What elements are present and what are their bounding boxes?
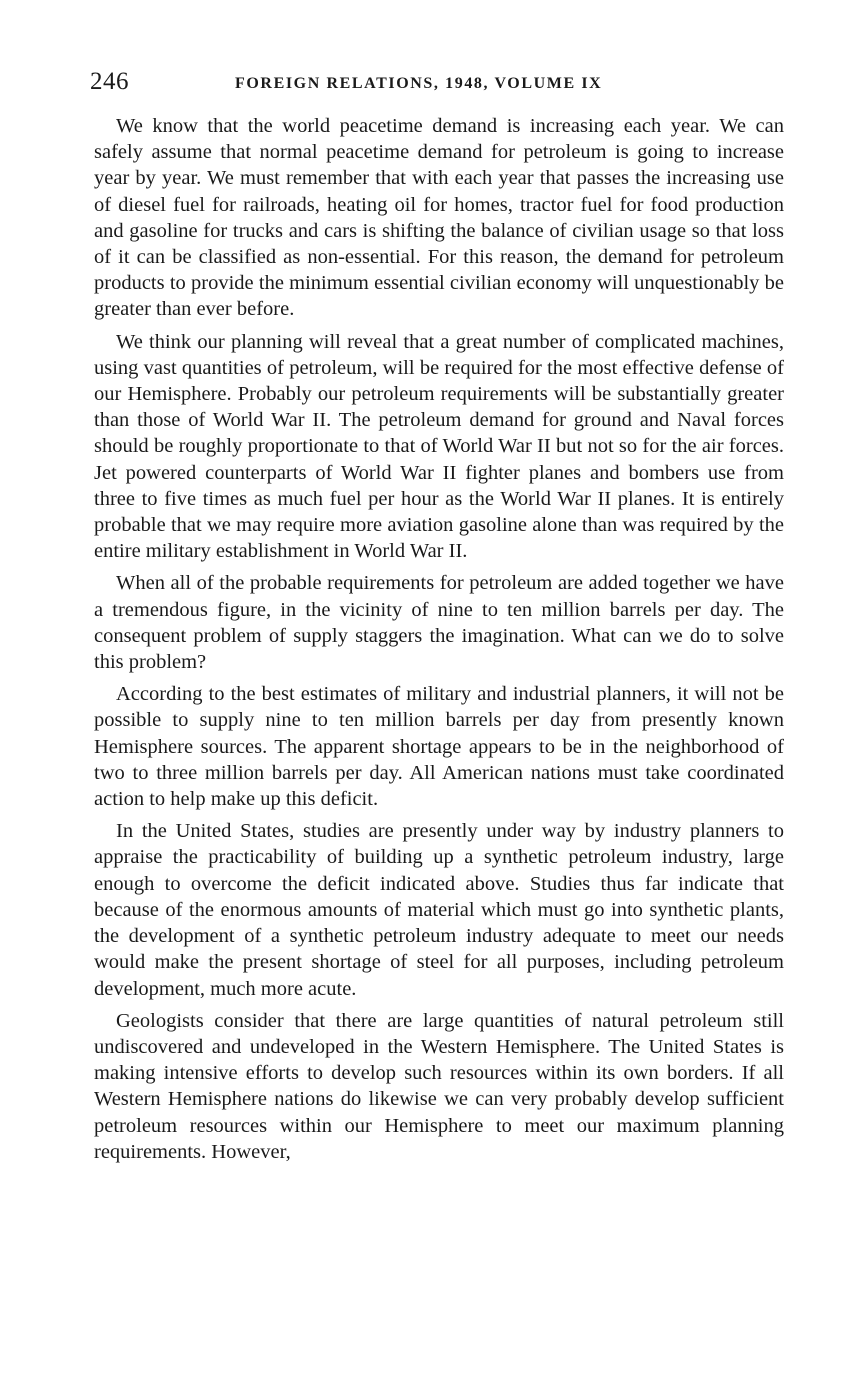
paragraph-world-demand: We know that the world peacetime demand is increasing each year. We can safely assume that normal peacetime demand for petroleum is going to increase year by year. We must remember that with each year that passes the increasing use of diesel fuel for railroads, heating oil for homes, tractor fuel for food production and gasoline for trucks and cars is shifting the balance of civilian usage so that loss of it can be classified as non-essential. For this reason, the demand for petroleum products to provide the minimum essential civilian economy will unquestionably be greater than ever before. — [94, 115, 784, 321]
body-text — [94, 113, 784, 1171]
paragraph-supply-shortage: According to the best estimates of military and industrial planners, it will not be possible to supply nine to ten million barrels per day from presently known Hemisphere sources. The apparent shortage appears to be in the neighborhood of two to three million barrels per day. All American nations must take coordinated action to help make up this deficit. — [94, 683, 784, 811]
paragraph-total-requirements: When all of the probable requirements for petroleum are added together we have a tremendous figure, in the vicinity of nine to ten million barrels per day. The consequent problem of supply staggers the imagination. What can we do to solve this problem? — [94, 572, 784, 674]
paragraph-geologists: Geologists consider that there are large quantities of natural petroleum still undiscovered and undeveloped in the Western Hemisphere. The United States is making intensive efforts to develop such resources within its own borders. If all Western Hemisphere nations do likewise we can very probably develop sufficient petroleum resources within our Hemisphere to meet our maximum planning requirements. However, — [94, 1009, 784, 1163]
running-title: FOREIGN RELATIONS, 1948, VOLUME IX — [235, 75, 603, 92]
paragraph-synthetic-petroleum: In the United States, studies are presently under way by industry planners to appraise the practicability of building up a synthetic petroleum industry, large enough to overcome the deficit indicated above. Studies thus far indicate that because of the enormous amounts of material which must go into synthetic plants, the development of a synthetic petroleum industry adequate to meet our needs would make the present shortage of steel for all purposes, including petroleum development, much more acute. — [94, 820, 784, 1000]
page-number: 246 — [90, 68, 129, 95]
paragraph-defense-requirements: We think our planning will reveal that a great number of complicated machines, using vast quantities of petroleum, will be required for the most effective defense of our Hemisphere. Probably our petroleum requirements will be substantially greater than those of World War II. The petroleum demand for ground and Naval forces should be roughly proportionate to that of World War II but not so for the air forces. Jet powered counterparts of World War II fighter planes and bombers use from three to five times as much fuel per hour as the World War II planes. It is entirely probable that we may require more aviation gasoline alone than was required by the entire military establishment in World War II. — [94, 330, 784, 563]
running-head — [90, 68, 790, 98]
